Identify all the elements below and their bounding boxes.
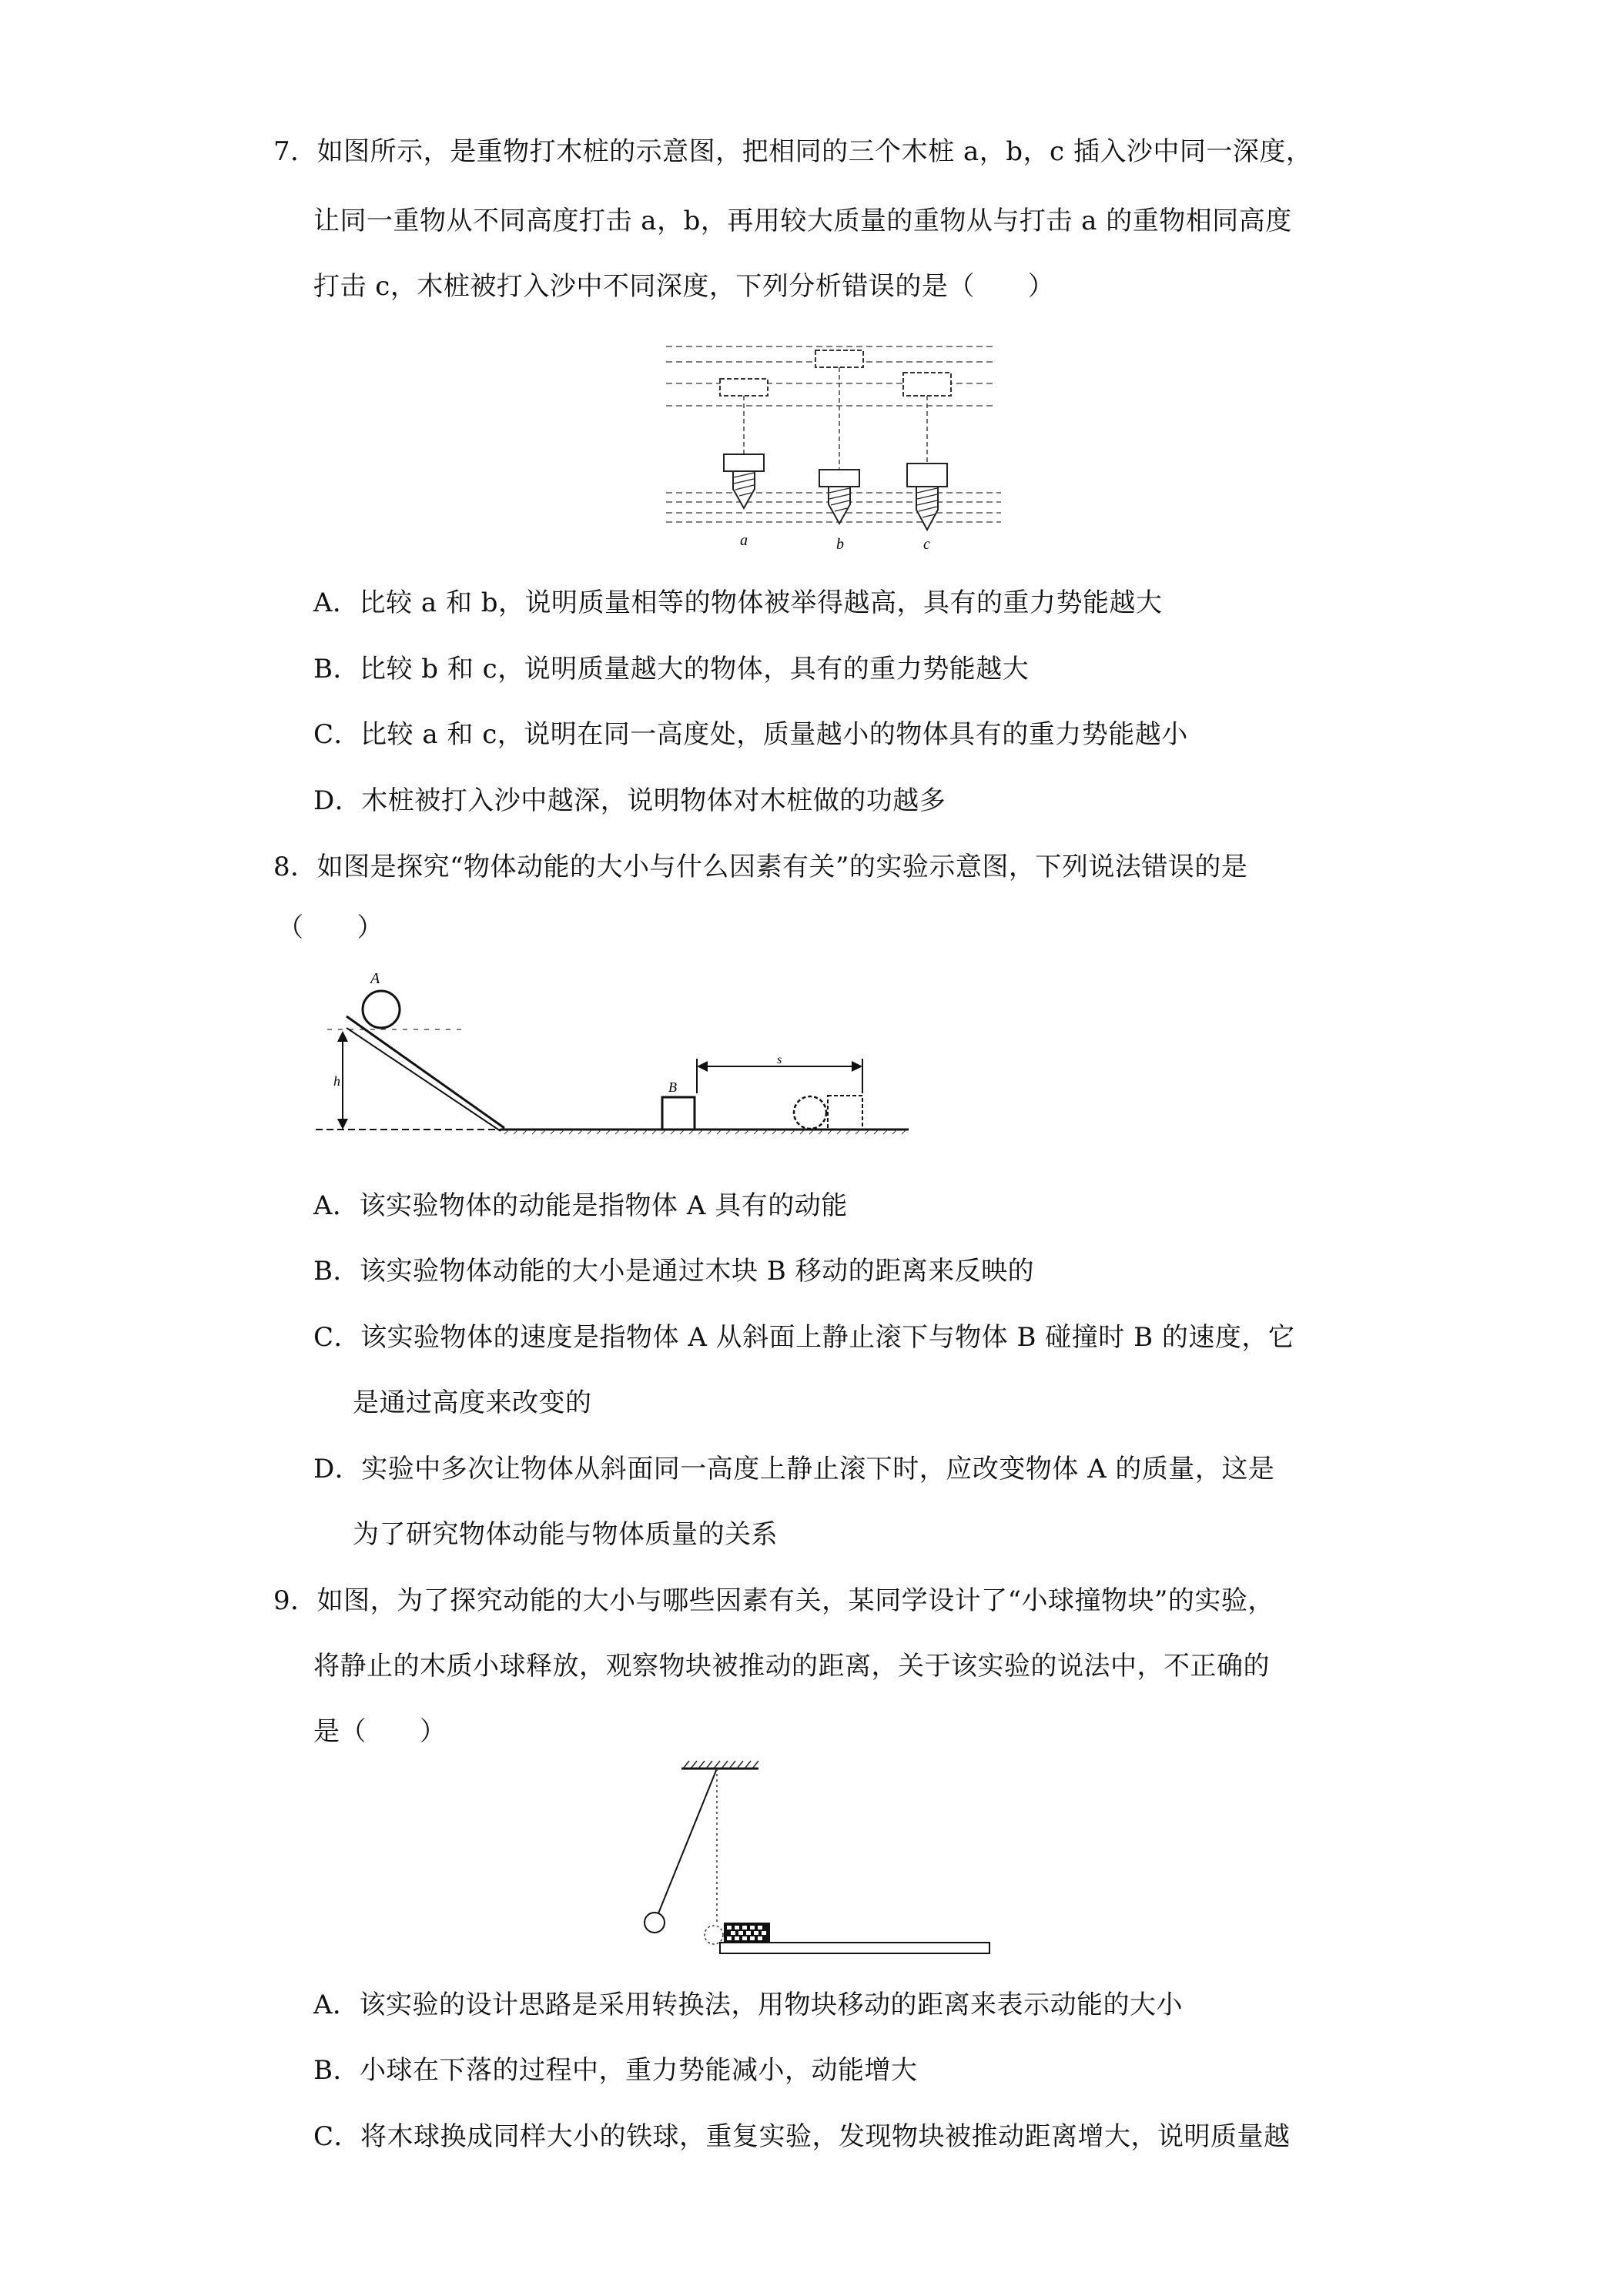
q7-line-1 bbox=[273, 135, 1312, 169]
ramp bbox=[347, 1016, 504, 1128]
q7-option-c: C．比较 a 和 c，说明在同一高度处，质量越小的物体具有的重力势能越小 bbox=[313, 719, 1188, 750]
pendulum-ball-bottom bbox=[705, 1926, 723, 1944]
q8-option-c: C．该实验物体的速度是指物体 A 从斜面上静止滚下与物体 B 碰撞时 B 的速度，它 bbox=[313, 1322, 1295, 1353]
q7-option-d: D．木桩被打入沙中越深，说明物体对木桩做的功越多 bbox=[313, 785, 946, 816]
pendulum-block-figure bbox=[643, 1752, 997, 1960]
label-a: a bbox=[740, 532, 748, 549]
label-c: c bbox=[923, 536, 930, 553]
q8-stem-line: 如图是探究“物体动能的大小与什么因素有关”的实验示意图，下列说法错误的是 bbox=[316, 852, 1248, 882]
q9-line-1 bbox=[273, 1584, 1274, 1618]
q9-option-c: C．将木球换成同样大小的铁球，重复实验，发现物块被推动距离增大，说明质量越 bbox=[313, 2121, 1291, 2152]
pile-c-body bbox=[916, 487, 938, 530]
q9-option-b: B．小球在下落的过程中，重力势能减小，动能增大 bbox=[313, 2055, 918, 2086]
pendulum-string bbox=[658, 1769, 717, 1913]
q9-number: 9． bbox=[273, 1585, 317, 1616]
q9-option-a: A．该实验的设计思路是采用转换法，用物块移动的距离来表示动能的大小 bbox=[313, 1990, 1184, 2020]
q9-stem-line: 如图，为了探究动能的大小与哪些因素有关，某同学设计了“小球撞物块”的实验， bbox=[316, 1585, 1274, 1616]
q8-option-b: B．该实验物体动能的大小是通过木块 B 移动的距离来反映的 bbox=[313, 1256, 1035, 1287]
q7-number: 7． bbox=[273, 136, 317, 167]
board bbox=[720, 1943, 989, 1953]
q9-stem-line: 将静止的木质小球释放，观察物块被推动的距离，关于该实验的说法中，不正确的 bbox=[313, 1651, 1270, 1682]
ball-a-moved bbox=[794, 1096, 826, 1129]
pile-driving-figure bbox=[662, 331, 1009, 554]
q8-option-d: D．实验中多次让物体从斜面同一高度上静止滚下时，应改变物体 A 的质量，这是 bbox=[313, 1454, 1275, 1484]
weight-a bbox=[720, 379, 768, 396]
q8-option-c-cont: 是通过高度来改变的 bbox=[353, 1387, 592, 1418]
label-h: h bbox=[333, 1073, 340, 1089]
pile-a-head bbox=[724, 454, 764, 471]
block-b bbox=[662, 1097, 695, 1130]
q7-stem-line: 如图所示，是重物打木桩的示意图，把相同的三个木桩 a，b，c 插入沙中同一深度， bbox=[316, 136, 1313, 167]
kinetic-energy-ramp-figure bbox=[312, 966, 912, 1143]
q7-stem-line: 打击 c，木桩被打入沙中不同深度，下列分析错误的是（ ） bbox=[313, 271, 1055, 302]
q8-option-a: A．该实验物体的动能是指物体 A 具有的动能 bbox=[313, 1190, 848, 1221]
label-s: s bbox=[777, 1053, 782, 1066]
label-block-b: B bbox=[668, 1079, 677, 1095]
block-b-moved bbox=[828, 1096, 862, 1130]
ball-a bbox=[363, 991, 400, 1028]
q7-stem-line: 让同一重物从不同高度打击 a，b，再用较大质量的重物从与打击 a 的重物相同高度 bbox=[313, 206, 1292, 236]
q8-line-1 bbox=[273, 850, 1247, 884]
q7-option-a: A．比较 a 和 b，说明质量相等的物体被举得越高，具有的重力势能越大 bbox=[313, 587, 1163, 618]
q8-option-d-cont: 为了研究物体动能与物体质量的关系 bbox=[353, 1519, 778, 1550]
q7-option-b: B．比较 b 和 c，说明质量越大的物体，具有的重力势能越大 bbox=[313, 654, 1030, 684]
pendulum-ball bbox=[645, 1913, 665, 1933]
weight-c bbox=[903, 373, 951, 396]
label-b: b bbox=[836, 536, 844, 553]
weight-b bbox=[815, 350, 863, 367]
q8-stem-line: （ ） bbox=[277, 912, 383, 943]
q8-number: 8． bbox=[273, 852, 317, 882]
pile-b-head bbox=[819, 470, 859, 487]
label-ball-a: A bbox=[370, 970, 380, 987]
pile-c-head bbox=[907, 464, 947, 487]
q9-stem-line: 是（ ） bbox=[313, 1716, 447, 1747]
